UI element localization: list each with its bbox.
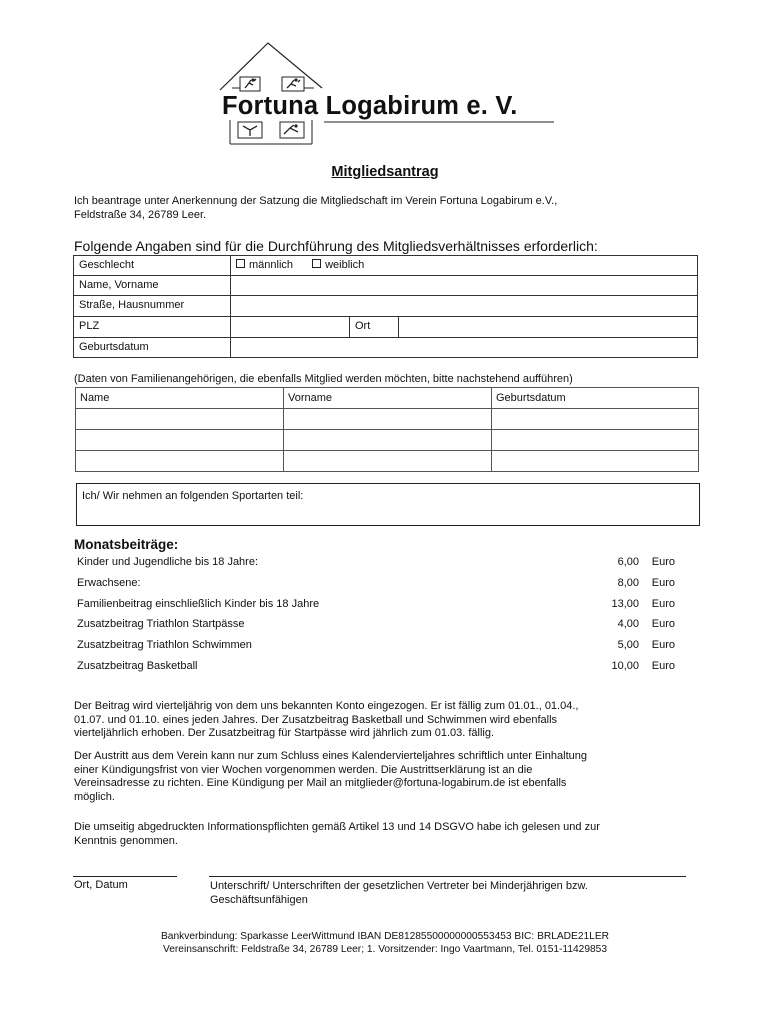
paragraph-line: Der Austritt aus dem Verein kann nur zum Schluss eines Kalendervierteljahres schriftlich unter Einhaltung <box>74 750 587 762</box>
table-row <box>76 430 699 451</box>
gender-options-cell <box>230 255 698 276</box>
intro-text <box>74 195 694 222</box>
sports-box[interactable] <box>76 483 700 526</box>
name-label: Name, Vorname <box>79 279 159 291</box>
place-date-line[interactable] <box>73 876 177 877</box>
family-note: (Daten von Familienangehörigen, die ebenfalls Mitglied werden möchten, bitte nachstehend aufführen) <box>74 373 573 385</box>
street-label: Straße, Hausnummer <box>79 299 185 311</box>
family-name-cell[interactable] <box>76 409 284 430</box>
paragraph-line: Vereinsadresse zu richten. Eine Kündigung per Mail an mitglieder@fortuna-logabirum.de ist ebenfalls <box>74 777 567 789</box>
privacy-paragraph <box>74 821 694 848</box>
signature-label-line: Geschäftsunfähigen <box>210 894 308 906</box>
zip-label: PLZ <box>79 320 100 332</box>
family-table <box>75 387 699 472</box>
fee-amount: 8,00 <box>617 577 639 589</box>
street-field[interactable] <box>230 295 698 317</box>
fee-label: Familienbeitrag einschließlich Kinder bis 18 Jahre <box>77 598 320 610</box>
fee-row <box>77 554 675 574</box>
org-name: Fortuna Logabirum e. V. <box>222 92 518 120</box>
birth-label-cell <box>73 337 231 358</box>
fee-amount: 5,00 <box>617 639 639 651</box>
form-title: Mitgliedsantrag <box>331 164 439 180</box>
checkbox-male[interactable] <box>236 259 245 268</box>
col-name-header: Name <box>76 388 284 409</box>
form-heading: Folgende Angaben sind für die Durchführung des Mitgliedsverhältnisses erforderlich: <box>74 238 598 254</box>
zip-label-cell <box>73 316 231 338</box>
fee-label: Zusatzbeitrag Basketball <box>77 660 198 672</box>
fee-currency: Euro <box>651 660 675 672</box>
col-birth-header: Geburtsdatum <box>492 388 699 409</box>
signature-label-line: Unterschrift/ Unterschriften der gesetzlichen Vertreter bei Minderjährigen bzw. <box>210 880 588 892</box>
fee-row <box>77 658 675 678</box>
gender-female-label: weiblich <box>325 259 365 271</box>
signature-line[interactable] <box>209 876 686 877</box>
fee-amount: 10,00 <box>611 660 639 672</box>
gender-male-option[interactable] <box>236 259 293 271</box>
zip-field[interactable] <box>230 316 350 338</box>
city-label-cell <box>349 316 399 338</box>
city-label: Ort <box>355 320 371 332</box>
payment-paragraph <box>74 700 694 741</box>
fee-currency: Euro <box>651 598 675 610</box>
fee-row <box>77 575 675 595</box>
city-field[interactable] <box>398 316 698 338</box>
family-name-cell[interactable] <box>76 451 284 472</box>
col-firstname-header: Vorname <box>284 388 492 409</box>
family-firstname-cell[interactable] <box>284 409 492 430</box>
fee-amount: 4,00 <box>617 618 639 630</box>
family-birth-cell[interactable] <box>492 409 699 430</box>
paragraph-line: vierteljährlich erhoben. Der Zusatzbeitrag für Startpässe wird jährlich zum 01.03. fällig. <box>74 727 495 739</box>
fee-currency: Euro <box>651 618 675 630</box>
intro-line-1: Ich beantrage unter Anerkennung der Satzung die Mitgliedschaft im Verein Fortuna Logabirum e.V., <box>74 195 558 207</box>
family-birth-cell[interactable] <box>492 451 699 472</box>
family-name-cell[interactable] <box>76 430 284 451</box>
fee-currency: Euro <box>651 577 675 589</box>
fee-row <box>77 637 675 657</box>
fee-row <box>77 596 675 616</box>
footer <box>0 930 770 956</box>
birth-label: Geburtsdatum <box>79 341 149 353</box>
paragraph-line: einer Kündigungsfrist von vier Wochen vorgenommen werden. Die Austrittserklärung ist an die <box>74 763 533 776</box>
intro-line-2: Feldstraße 34, 26789 Leer. <box>74 208 207 221</box>
gender-label: Geschlecht <box>79 259 135 271</box>
fee-amount: 13,00 <box>611 598 639 610</box>
fee-currency: Euro <box>651 639 675 651</box>
gender-label-cell <box>73 255 231 276</box>
birth-field[interactable] <box>230 337 698 358</box>
fee-label: Kinder und Jugendliche bis 18 Jahre: <box>77 556 259 568</box>
fee-label: Zusatzbeitrag Triathlon Schwimmen <box>77 639 252 651</box>
fee-label: Erwachsene: <box>77 577 141 589</box>
street-label-cell <box>73 295 231 317</box>
paragraph-line: Die umseitig abgedruckten Informationspflichten gemäß Artikel 13 und 14 DSGVO habe ich gelesen und zur <box>74 821 600 833</box>
paragraph-line: Der Beitrag wird vierteljährig von dem uns bekannten Konto eingezogen. Er ist fällig zum 01.01., 01.04., <box>74 700 579 712</box>
fee-currency: Euro <box>651 556 675 568</box>
fee-row <box>77 616 675 636</box>
gender-female-option[interactable] <box>312 259 364 271</box>
place-date-label: Ort, Datum <box>74 879 128 891</box>
paragraph-line: möglich. <box>74 790 115 803</box>
fees-heading: Monatsbeiträge: <box>74 537 179 552</box>
family-table-header <box>76 388 699 409</box>
paragraph-line: Kenntnis genommen. <box>74 834 178 847</box>
table-row <box>76 451 699 472</box>
paragraph-line: 01.07. und 01.10. eines jeden Jahres. Der Zusatzbeitrag Basketball und Schwimmen wird ebenfalls <box>74 713 558 726</box>
name-label-cell <box>73 275 231 296</box>
gender-male-label: männlich <box>249 259 294 271</box>
fee-label: Zusatzbeitrag Triathlon Startpässe <box>77 618 245 630</box>
signature-label <box>210 879 588 907</box>
fee-amount: 6,00 <box>617 556 639 568</box>
family-firstname-cell[interactable] <box>284 451 492 472</box>
name-field[interactable] <box>230 275 698 296</box>
family-firstname-cell[interactable] <box>284 430 492 451</box>
cancellation-paragraph <box>74 750 694 804</box>
footer-address: Vereinsanschrift: Feldstraße 34, 26789 Leer; 1. Vorsitzender: Ingo Vaartmann, Tel. 0151-11429853 <box>163 944 607 955</box>
sports-label: Ich/ Wir nehmen an folgenden Sportarten teil: <box>82 490 304 502</box>
family-birth-cell[interactable] <box>492 430 699 451</box>
table-row <box>76 409 699 430</box>
checkbox-female[interactable] <box>312 259 321 268</box>
footer-bank: Bankverbindung: Sparkasse LeerWittmund IBAN DE81285500000000553453 BIC: BRLADE21LER <box>161 931 609 942</box>
